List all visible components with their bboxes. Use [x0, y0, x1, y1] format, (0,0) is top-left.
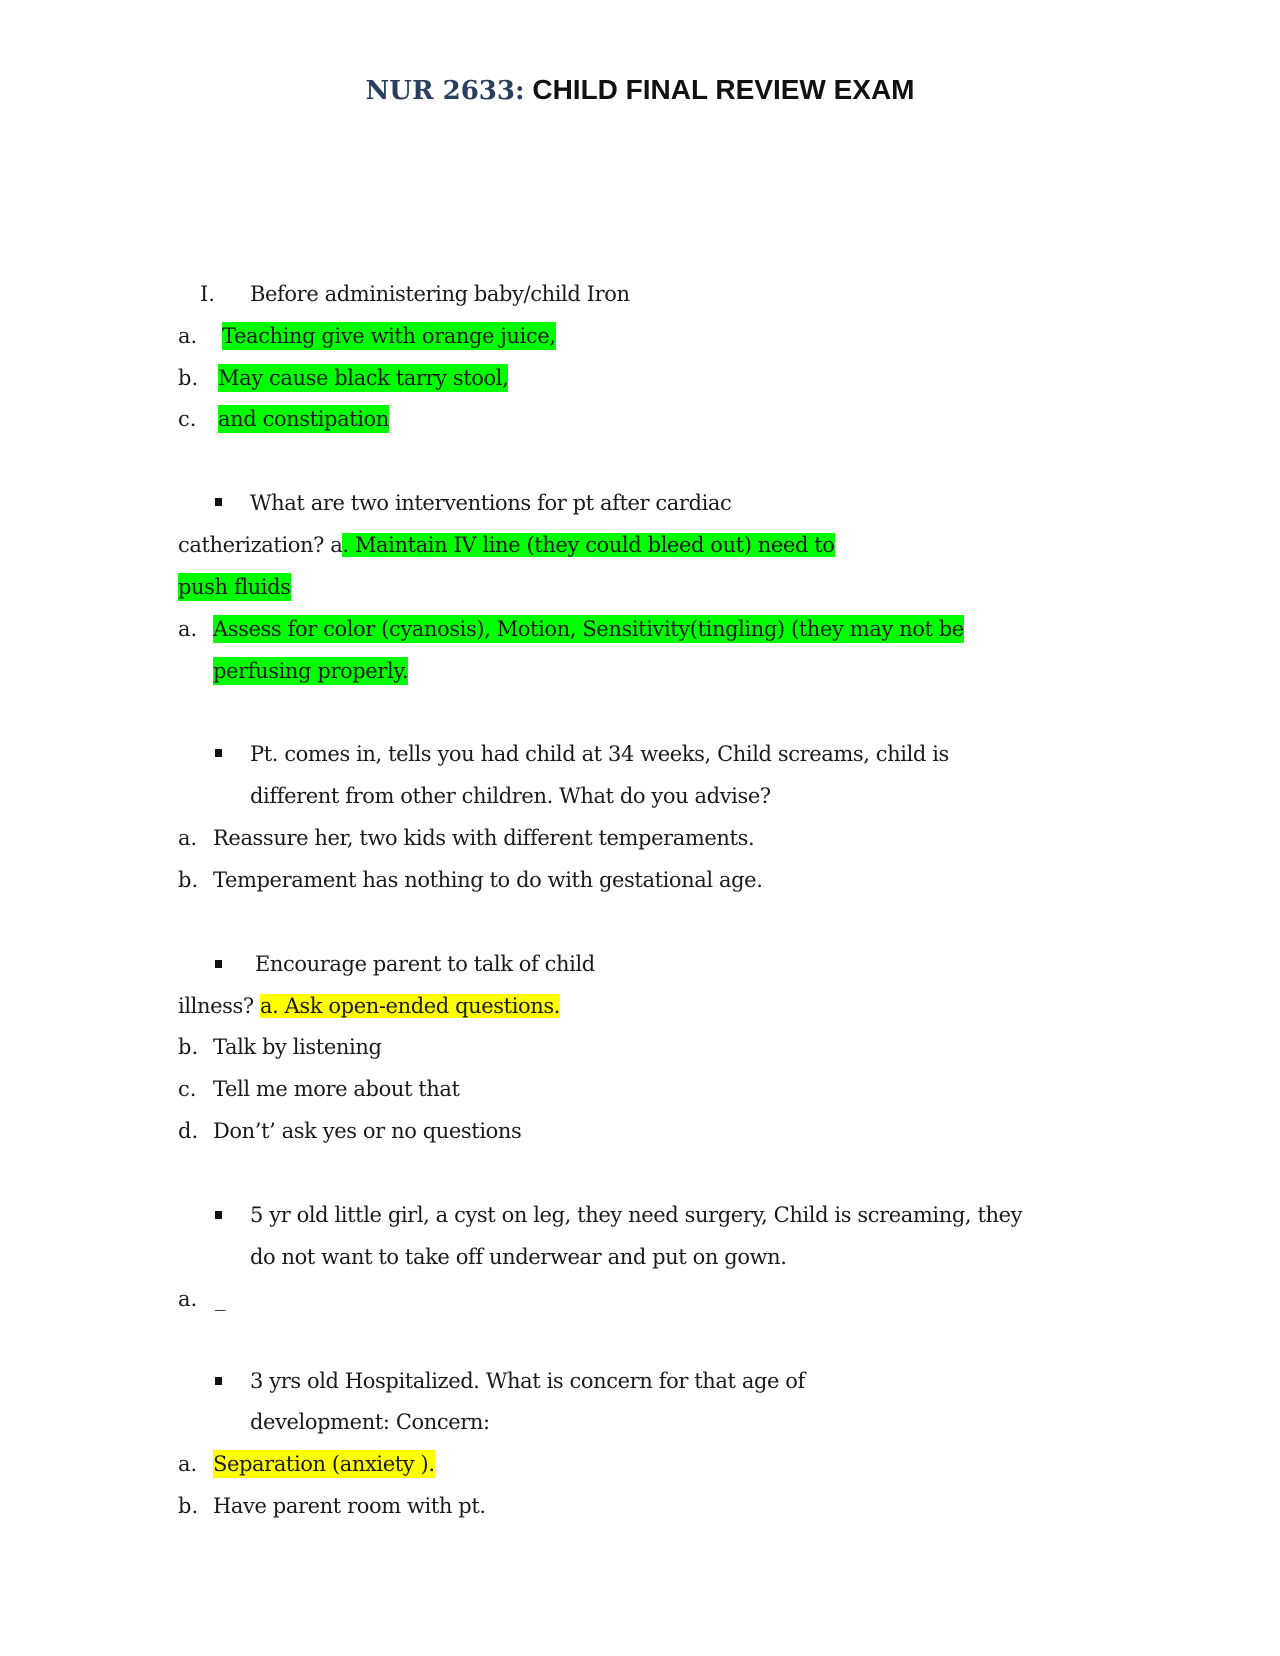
- question-text: 3 yrs old Hospitalized. What is concern for that age of: [250, 1369, 805, 1393]
- list-label: b.: [178, 1494, 199, 1518]
- list-label: a.: [178, 617, 198, 641]
- question-text: [178, 531, 835, 559]
- square-bullet-icon: [215, 498, 222, 506]
- list-item-blank: _: [215, 1287, 226, 1311]
- course-code: NUR 2633:: [365, 76, 525, 106]
- list-label: a.: [178, 826, 198, 850]
- exam-title: CHILD FINAL REVIEW EXAM: [524, 74, 915, 105]
- list-label: b.: [178, 1035, 199, 1059]
- list-item-highlighted: and constipation: [218, 407, 389, 431]
- square-bullet-icon: [215, 1211, 222, 1219]
- answer-highlighted: . Maintain IV line (they could bleed out) need to: [342, 533, 835, 557]
- list-item: Talk by listening: [213, 1035, 382, 1059]
- question-text: development: Concern:: [250, 1410, 490, 1434]
- question-text: do not want to take off underwear and put on gown.: [250, 1245, 787, 1269]
- question-text-plain: illness?: [178, 994, 260, 1018]
- list-item-highlighted: Teaching give with orange juice,: [222, 324, 556, 348]
- question-text: different from other children. What do you advise?: [250, 784, 771, 808]
- question-text: Pt. comes in, tells you had child at 34 weeks, Child screams, child is: [250, 742, 949, 766]
- question-text: [178, 992, 560, 1020]
- section-heading: Before administering baby/child Iron: [250, 282, 630, 306]
- list-item: Have parent room with pt.: [213, 1494, 486, 1518]
- list-item-highlighted: May cause black tarry stool,: [218, 366, 509, 390]
- list-label: d.: [178, 1119, 199, 1143]
- list-item: Tell me more about that: [213, 1077, 460, 1101]
- list-label: b.: [178, 366, 199, 390]
- question-text-plain: catherization? a: [178, 533, 343, 557]
- question-text: 5 yr old little girl, a cyst on leg, they need surgery, Child is screaming, they: [250, 1203, 1023, 1227]
- question-text: Encourage parent to talk of child: [255, 952, 595, 976]
- list-item-highlighted: Assess for color (cyanosis), Motion, Sensitivity(tingling) (they may not be: [213, 617, 964, 641]
- list-item-highlighted: perfusing properly.: [213, 659, 409, 683]
- answer-highlighted: push fluids: [178, 575, 291, 599]
- list-label: a.: [178, 1452, 198, 1476]
- square-bullet-icon: [215, 749, 222, 757]
- list-label: c.: [178, 1077, 197, 1101]
- list-label: a.: [178, 1287, 198, 1311]
- list-item: Reassure her, two kids with different temperaments.: [213, 826, 755, 850]
- list-label: a.: [178, 324, 198, 348]
- list-label: c.: [178, 407, 197, 431]
- answer-highlighted: a. Ask open-ended questions.: [260, 994, 561, 1018]
- list-item-highlighted: Separation (anxiety ).: [213, 1452, 435, 1476]
- list-item: Temperament has nothing to do with gestational age.: [213, 868, 763, 892]
- square-bullet-icon: [215, 1377, 222, 1385]
- section-marker: I.: [200, 282, 215, 306]
- page-title: [0, 74, 1280, 106]
- list-label: b.: [178, 868, 199, 892]
- question-text: What are two interventions for pt after cardiac: [250, 491, 732, 515]
- square-bullet-icon: [215, 960, 222, 968]
- list-item: Don’t’ ask yes or no questions: [213, 1119, 522, 1143]
